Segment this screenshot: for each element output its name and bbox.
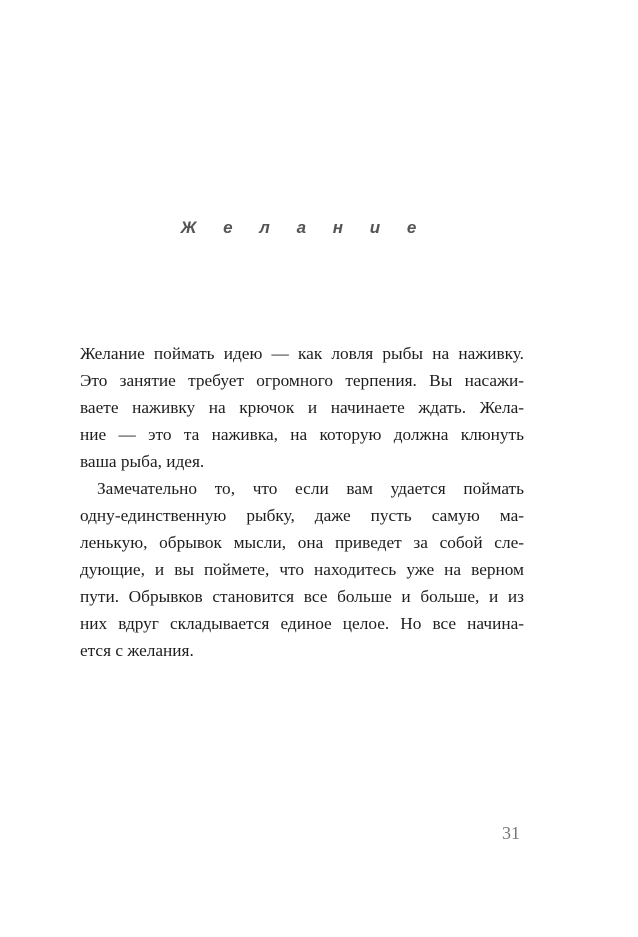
text-line: ваша рыба, идея. <box>80 452 205 471</box>
text-line: Замечательно то, что если вам удается поймать <box>97 479 524 498</box>
chapter-title: Ж е л а н и е <box>180 218 428 237</box>
text-line: ется с желания. <box>80 641 194 660</box>
text-line: ние — это та наживка, на которую должна клюнуть <box>80 425 524 444</box>
text-line: пути. Обрывков становится все больше и больше, и из <box>80 587 524 606</box>
text-line: ваете наживку на крючок и начинаете ждать. Жела- <box>80 398 524 417</box>
text-line: Это занятие требует огромного терпения. Вы насажи- <box>80 371 524 390</box>
text-line: одну-единственную рыбку, даже пусть самую ма- <box>80 506 524 525</box>
text-line: дующие, и вы поймете, что находитесь уже на верном <box>80 560 524 579</box>
text-line: ленькую, обрывок мысли, она приведет за собой сле- <box>80 533 524 552</box>
text-line: Желание поймать идею — как ловля рыбы на наживку. <box>80 344 524 363</box>
page-number: 31 <box>502 823 520 843</box>
text-line: них вдруг складывается единое целое. Но все начина- <box>80 614 524 633</box>
body-text <box>80 340 524 664</box>
